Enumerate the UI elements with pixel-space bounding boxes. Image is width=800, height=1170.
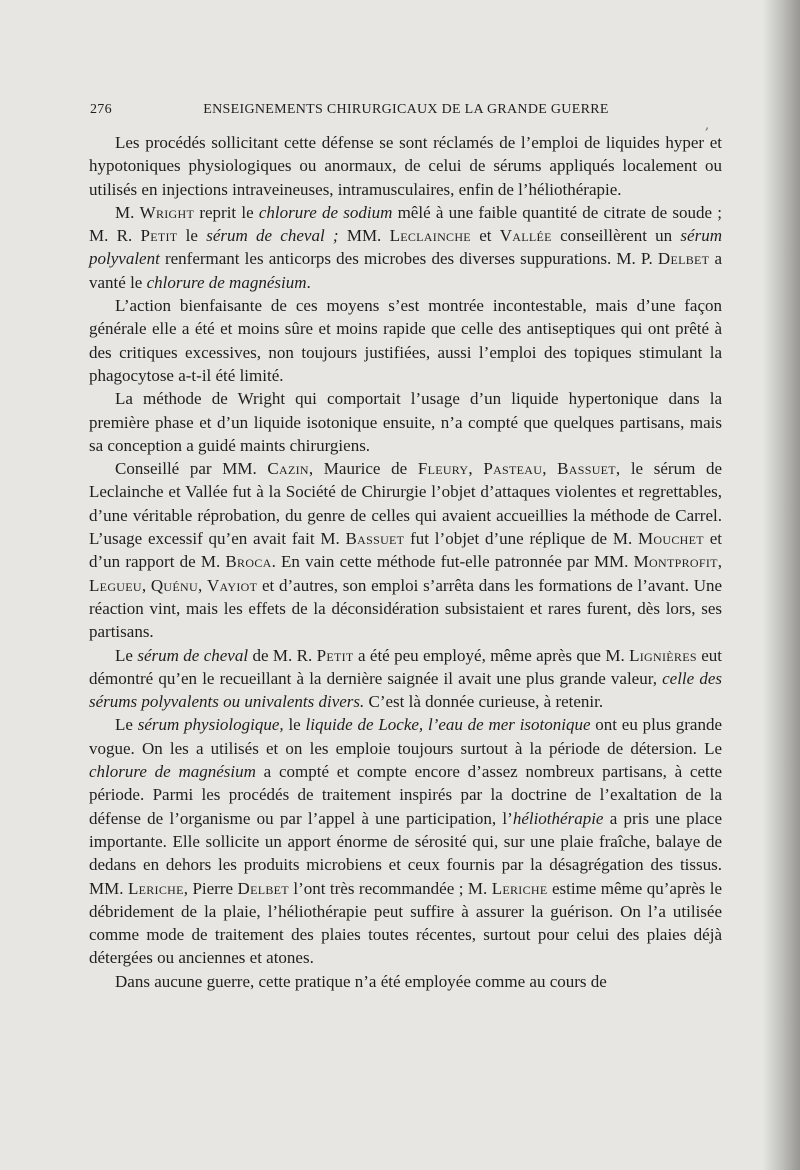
running-header: [90, 102, 722, 122]
paragraph-7: Le sérum physiologique, le liquide de Locke, l’eau de mer isotonique ont eu plus grande vogue. On les a utilisés et on les emploie toujours surtout à la période de détersion. Le chlorure de magnésium a compté et compte encore d’assez nombreux partisans, à cette période. Parmi les procédés de traitement inspirés par la doctrine de l’exaltation de la défense de l’organisme ou par l’appel à une participation, l’héliothérapie a pris une place importante. Elle sollicite un apport énorme de sérosité qui, sur une plaie fraîche, balaye de dedans en dehors les produits microbiens et ceux fournis par la désagrégation des tissus. MM. Leriche, Pierre Delbet l’ont très recommandée ; M. Leriche estime même qu’après le débridement de la plaie, l’héliothérapie peut suffire à assurer la guérison. On l’a utilisée comme mode de traitement des plaies toutes récentes, surtout pour celui des plaies déjà détergées ou anciennes et atones.: [89, 715, 723, 968]
paragraph-5: Conseillé par MM. Cazin, Maurice de Fleury, Pasteau, Bassuet, le sérum de Leclainche et Vallée fut à la Société de Chirurgie l’objet d’attaques violentes et regrettables, d’une véritable réprobation, du genre de celles qui avaient accueillies la méthode de Carrel. L’usage excessif qu’en avait fait M. Bassuet fut l’objet d’une réplique de M. Mouchet et d’un rapport de M. Broca. En vain cette méthode fut-elle patronnée par MM. Montprofit, Legueu, Quénu, Vayiot et d’autres, son emploi s’arrêta dans les formations de l’avant. Une réaction vint, mais les effets de la déconsidération subsistaient et rares furent, dès lors, ses partisans.: [89, 459, 723, 642]
paragraph-6: Le sérum de cheval de M. R. Petit a été peu employé, même après que M. Lignières eut démontré qu’en le recueillant à la dernière saignée il avait une plus grande valeur, celle des sérums polyvalents ou univalents divers. C’est là donnée curieuse, à retenir.: [89, 645, 723, 712]
paragraph-2: M. Wright reprit le chlorure de sodium mêlé à une faible quantité de citrate de soude ; M. R. Petit le sérum de cheval ; MM. Leclainche et Vallée conseillèrent un sérum polyvalent renfermant les anticorps des microbes des diverses suppurations. M. P. Delbet a vanté le chlorure de magnésium.: [89, 202, 723, 292]
paragraph-3: L’action bienfaisante de ces moyens s’est montrée incontestable, mais d’une façon générale elle a été et moins sûre et moins rapide que celle des antiseptiques qui ont prêté à des critiques excessives, non toujours justifiées, aussi l’emploi des topiques stimulant la phagocytose a-t-il été limité.: [89, 296, 722, 385]
paragraph-4: La méthode de Wright qui comportait l’usage d’un liquide hypertonique dans la première phase et d’un liquide isotonique ensuite, n’a compté que quelques partisans, mais sa conception a guidé maints chirurgiens.: [89, 389, 722, 455]
margin-mark: ,: [705, 118, 710, 133]
page-number: 276: [90, 102, 112, 117]
page-edge-shadow: [762, 0, 800, 1170]
running-title: ENSEIGNEMENTS CHIRURGICAUX DE LA GRANDE GUERRE: [203, 102, 609, 117]
paragraph-8: Dans aucune guerre, cette pratique n’a été employée comme au cours de: [115, 971, 607, 991]
paragraph-1: Les procédés sollicitant cette défense se sont réclamés de l’emploi de liquides hyper et hypotoniques physiologiques ou anormaux, de celui de sérums appliqués localement ou utilisés en injections intraveineuses, intramusculaires, enfin de l’héliothérapie.: [89, 133, 722, 199]
body-text: [89, 131, 722, 993]
